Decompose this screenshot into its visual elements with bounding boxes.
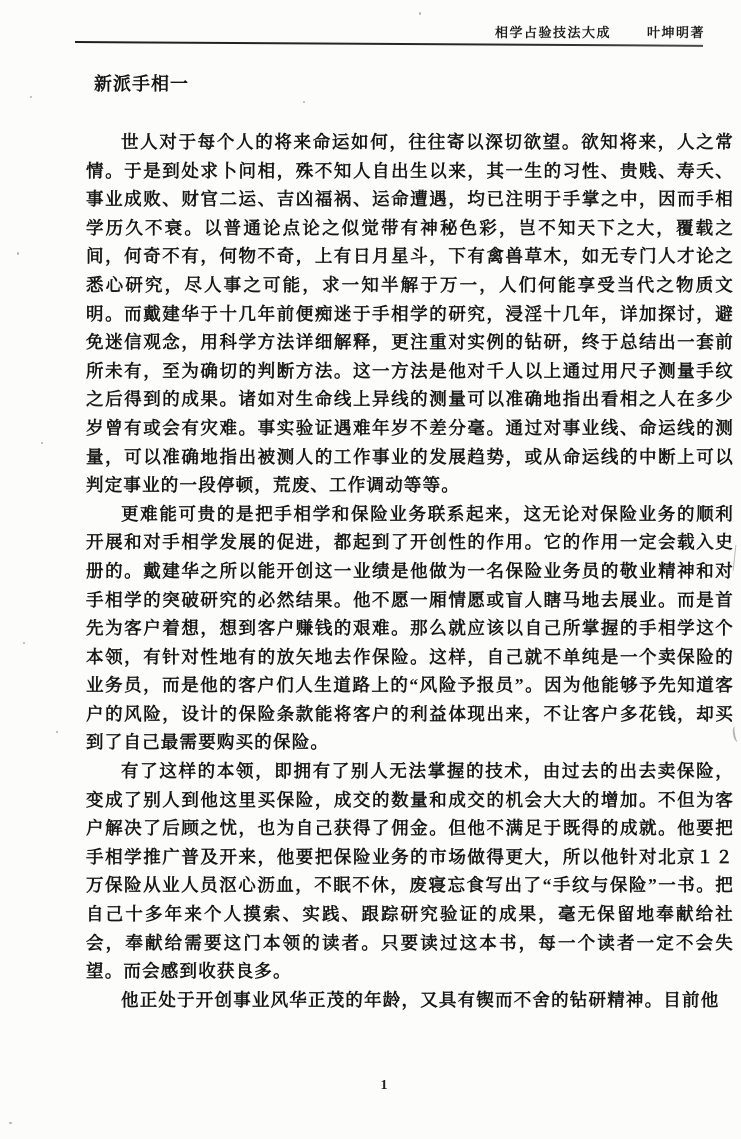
scan-speck — [56, 731, 58, 733]
running-header-author: 叶坤明著 — [647, 25, 706, 40]
scan-speck — [17, 252, 19, 255]
body-paragraph-2: 更难能可贵的是把手相学和保险业务联系起来，这无论对保险业务的顺利开展和对手相学发展的促进，都起到了开创性的作用。它的作用一定会载入史册的。戴建华之所以能开创这一业绩是他做为一名保险业务员的敬业精神和对手相学的突破研究的必然结果。他不愿一厢情愿或盲人瞎马地去展业。而是首先为客户着想，想到客户赚钱的艰难。那么就应该以自己所掌握的手相学这个本领，有针对性地有的放矢地去作保险。这样，自己就不单纯是一个卖保险的业务员，而是他的客户们人生道路上的“风险予报员”。因为他能够予先知道客户的风险，设计的保险条款能将客户的利益体现出来，不让客户多花钱，却买到了自己最需要购买的保险。 — [86, 503, 734, 753]
section-title: 新派手相一 — [94, 74, 189, 94]
body-paragraph-3: 有了这样的本领，即拥有了别人无法掌握的技术，由过去的出去卖保险，变成了别人到他这里买保险，成交的数量和成交的机会大大的增加。不但为客户解决了后顾之忧，也为自己获得了佣金。但他不满足于既得的成就。他要把手相学推广普及开来，他要把保险业务的市场做得更大，所以他针对北京１２万保险从业人员沤心沥血，不眠不休，废寝忘食写出了“手纹与保险”一书。把自己十多年来个人摸索、实践、跟踪研究验证的成果，毫无保留地奉献给社会，奉献给需要这门本领的读者。只要读过这本书，每一个读者一定不会失望。而会感到收获良多。 — [86, 761, 734, 982]
body-paragraph-4: 他正处于开创事业风华正茂的年龄，又具有锲而不舍的钻研精神。目前他 — [121, 989, 720, 1010]
scan-speck — [419, 12, 421, 15]
scan-speck — [23, 642, 25, 644]
running-header — [495, 22, 705, 41]
scan-speck — [9, 1122, 12, 1124]
body-text — [86, 128, 734, 1014]
body-paragraph-1: 世人对于每个人的将来命运如何，往往寄以深切欲望。欲知将来，人之常情。于是到处求卜问相，殊不知人自出生以来，其一生的习性、贵贱、寿夭、事业成败、财官二运、吉凶福祸、运命遭遇，均已注明于手掌之中，因而手相学历久不衰。以普通论点论之似觉带有神秘色彩，岂不知天下之大，覆载之间，何奇不有，何物不奇，上有日月星斗，下有禽兽草木，如无专门人才论之悉心研究，尽人事之可能，求一知半解于万一，人们何能享受当代之物质文明。而戴建华于十几年前便痴迷于手相学的研究，浸淫十几年，详加探讨，避免迷信观念，用科学方法详细解释，更注重对实例的钻研，终于总结出一套前所未有，至为确切的判断方法。这一方法是他对千人以上通过用尺子测量手纹之后得到的成果。诸如对生命线上异线的测量可以准确地指出看相之人在多少岁曾有或会有灾难。事实验证遇难年岁不差分毫。通过对事业线、命运线的测量，可以准确地指出被测人的工作事业的发展趋势，或从命运线的中断上可以判定事业的一段停顿，荒废、工作调动等等。 — [86, 132, 734, 496]
scan-speck — [41, 442, 43, 444]
scan-speck — [30, 96, 32, 98]
scan-speck — [303, 101, 305, 103]
page-number: 1 — [380, 1078, 388, 1093]
header-rule — [75, 41, 703, 47]
running-header-book-title: 相学占验技法大成 — [495, 25, 612, 40]
